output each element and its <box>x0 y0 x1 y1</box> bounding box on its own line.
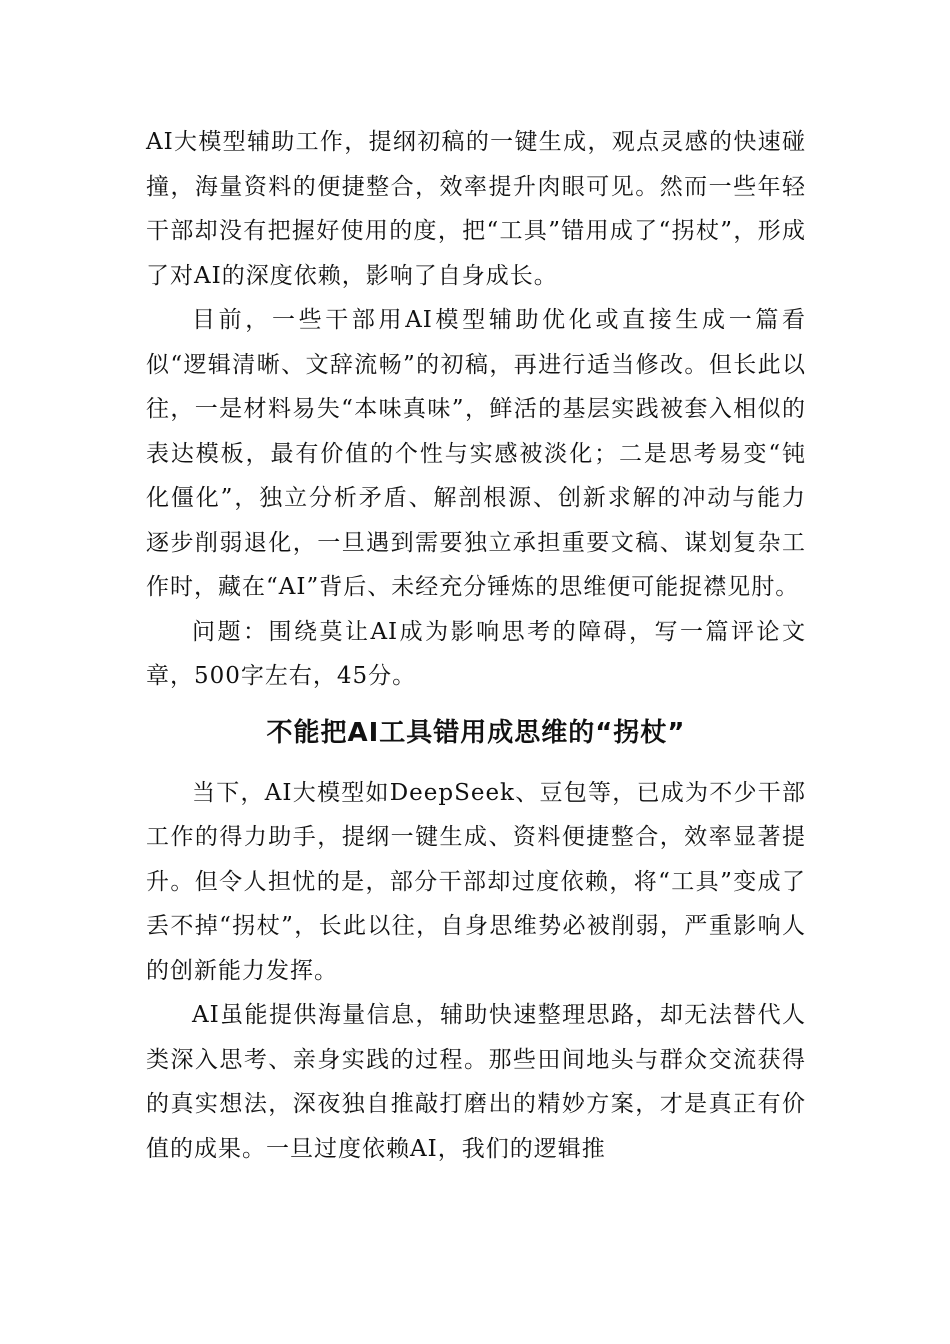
intro-paragraph-2: 目前，一些干部用AI模型辅助优化或直接生成一篇看似“逻辑清晰、文辞流畅”的初稿，再进行适当修改。但长此以往，一是材料易失“本味真味”，鲜活的基层实践被套入相似的表达模板，最有价值的个性与实感被淡化；二是思考易变“钝化僵化”，独立分析矛盾、解剖根源、创新求解的冲动与能力逐步削弱退化，一旦遇到需要独立承担重要文稿、谋划复杂工作时，藏在“AI”背后、未经充分锤炼的思维便可能捉襟见肘。 <box>146 307 806 600</box>
essay-paragraph-2: AI虽能提供海量信息，辅助快速整理思路，却无法替代人类深入思考、亲身实践的过程。那些田间地头与群众交流获得的真实想法，深夜独自推敲打磨出的精妙方案，才是真正有价值的成果。一旦过度依赖AI，我们的逻辑推 <box>146 1002 806 1162</box>
question-paragraph: 问题：围绕莫让AI成为影响思考的障碍，写一篇评论文章，500字左右，45分。 <box>146 618 806 689</box>
document-body <box>146 120 806 1171</box>
intro-paragraph-1: AI大模型辅助工作，提纲初稿的一键生成，观点灵感的快速碰撞，海量资料的便捷整合，效率提升肉眼可见。然而一些年轻干部却没有把握好使用的度，把“工具”错用成了“拐杖”，形成了对AI的深度依赖，影响了自身成长。 <box>146 129 806 289</box>
essay-paragraph-1: 当下，AI大模型如DeepSeek、豆包等，已成为不少干部工作的得力助手，提纲一键生成、资料便捷整合，效率显著提升。但令人担忧的是，部分干部却过度依赖，将“工具”变成了丢不掉“拐杖”，长此以往，自身思维势必被削弱，严重影响人的创新能力发挥。 <box>146 779 806 984</box>
essay-title: 不能把AI工具错用成思维的“拐杖” <box>266 717 686 748</box>
